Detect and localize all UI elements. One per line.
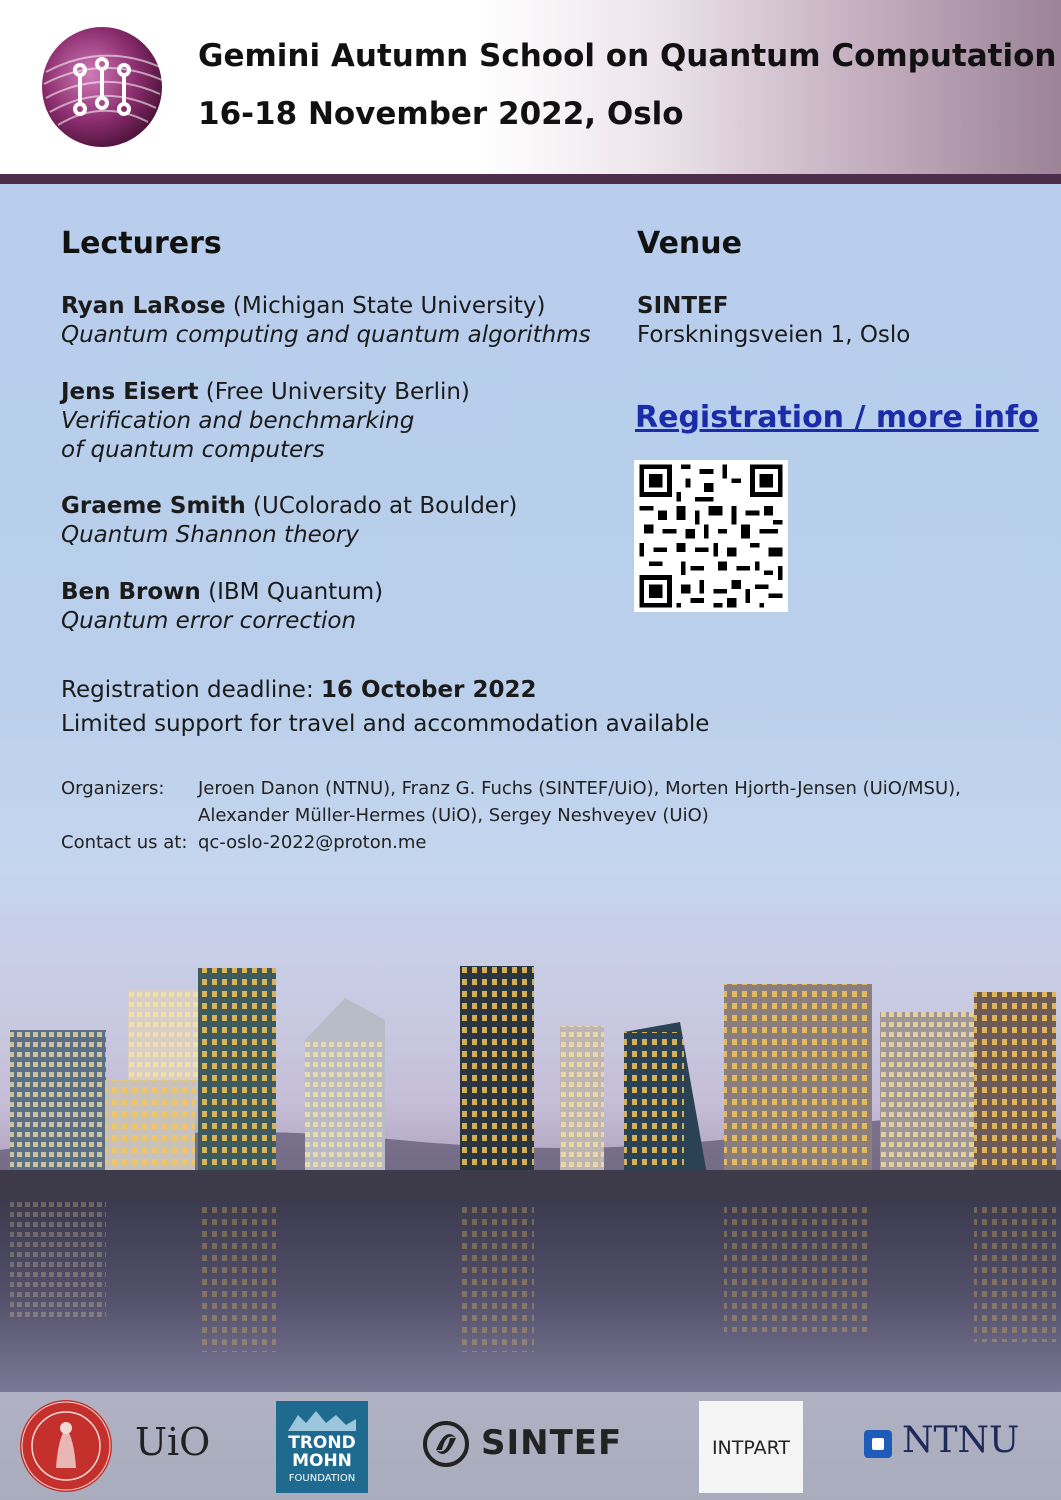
lecturers-heading: Lecturers [61,226,222,261]
foundation-text: FOUNDATION [288,1473,356,1484]
deadline-date: 16 October 2022 [321,677,537,703]
mountain-icon [288,1409,356,1431]
venue-block [637,292,910,350]
lecturer-affiliation: (Free University Berlin) [205,379,470,405]
mohn-text: MOHN [292,1451,352,1471]
lecture-topic: Quantum error correction [61,608,357,634]
sintef-logo-text: SINTEF [481,1423,623,1463]
oslo-skyline-photo [0,940,1061,1392]
venue-name: SINTEF [637,293,729,319]
organizers-line-1: Jeroen Danon (NTNU), Franz G. Fuchs (SINTEF/UiO), Morten Hjorth-Jensen (UiO/MSU), [198,778,961,799]
venue-heading: Venue [637,226,742,261]
page-title: Gemini Autumn School on Quantum Computation [198,38,1057,74]
intpart-text: INTPART [711,1437,791,1459]
lecturer-affiliation: (IBM Quantum) [208,579,384,605]
uio-seal-icon [18,1398,114,1494]
lecturer-item [61,378,470,465]
ntnu-square-icon [864,1430,892,1458]
support-note: Limited support for travel and accommodation available [61,711,710,737]
lecturer-name: Jens Eisert [61,379,199,405]
header-divider [0,174,1061,184]
lecturer-affiliation: (UColorado at Boulder) [253,493,518,519]
lecturer-item [61,492,517,550]
lecture-topic: Quantum Shannon theory [61,522,359,548]
lecturer-name: Ryan LaRose [61,293,226,319]
lecturer-item [61,292,591,350]
lecturer-name: Ben Brown [61,579,201,605]
contact-label: Contact us at: [61,832,188,853]
lecture-topic: of quantum computers [61,437,325,463]
sintef-swirl-icon [422,1420,470,1468]
lecture-topic: Quantum computing and quantum algorithms [61,322,591,348]
organizers-line-2: Alexander Müller-Hermes (UiO), Sergey Neshveyev (UiO) [198,805,709,826]
ntnu-logo-text: NTNU [902,1420,1020,1461]
trond-text: TROND [288,1433,356,1453]
lecturer-item [61,578,383,636]
registration-link[interactable]: Registration / more info [635,400,1039,435]
venue-address: Forskningsveien 1, Oslo [637,322,911,348]
organizers-label: Organizers: [61,778,165,799]
contact-email[interactable]: qc-oslo-2022@proton.me [198,832,427,853]
lecturer-name: Graeme Smith [61,493,246,519]
intpart-logo [699,1401,803,1493]
lecture-topic: Verification and benchmarking [61,408,415,434]
trond-mohn-foundation-logo [276,1401,368,1493]
deadline-label: Registration deadline: [61,677,314,703]
qr-code-icon[interactable] [634,460,788,612]
circuit-globe-icon [38,22,166,152]
registration-deadline [61,673,709,741]
lecturer-affiliation: (Michigan State University) [232,293,546,319]
event-date-location: 16-18 November 2022, Oslo [198,96,684,132]
uio-logo-text: UiO [135,1420,211,1464]
